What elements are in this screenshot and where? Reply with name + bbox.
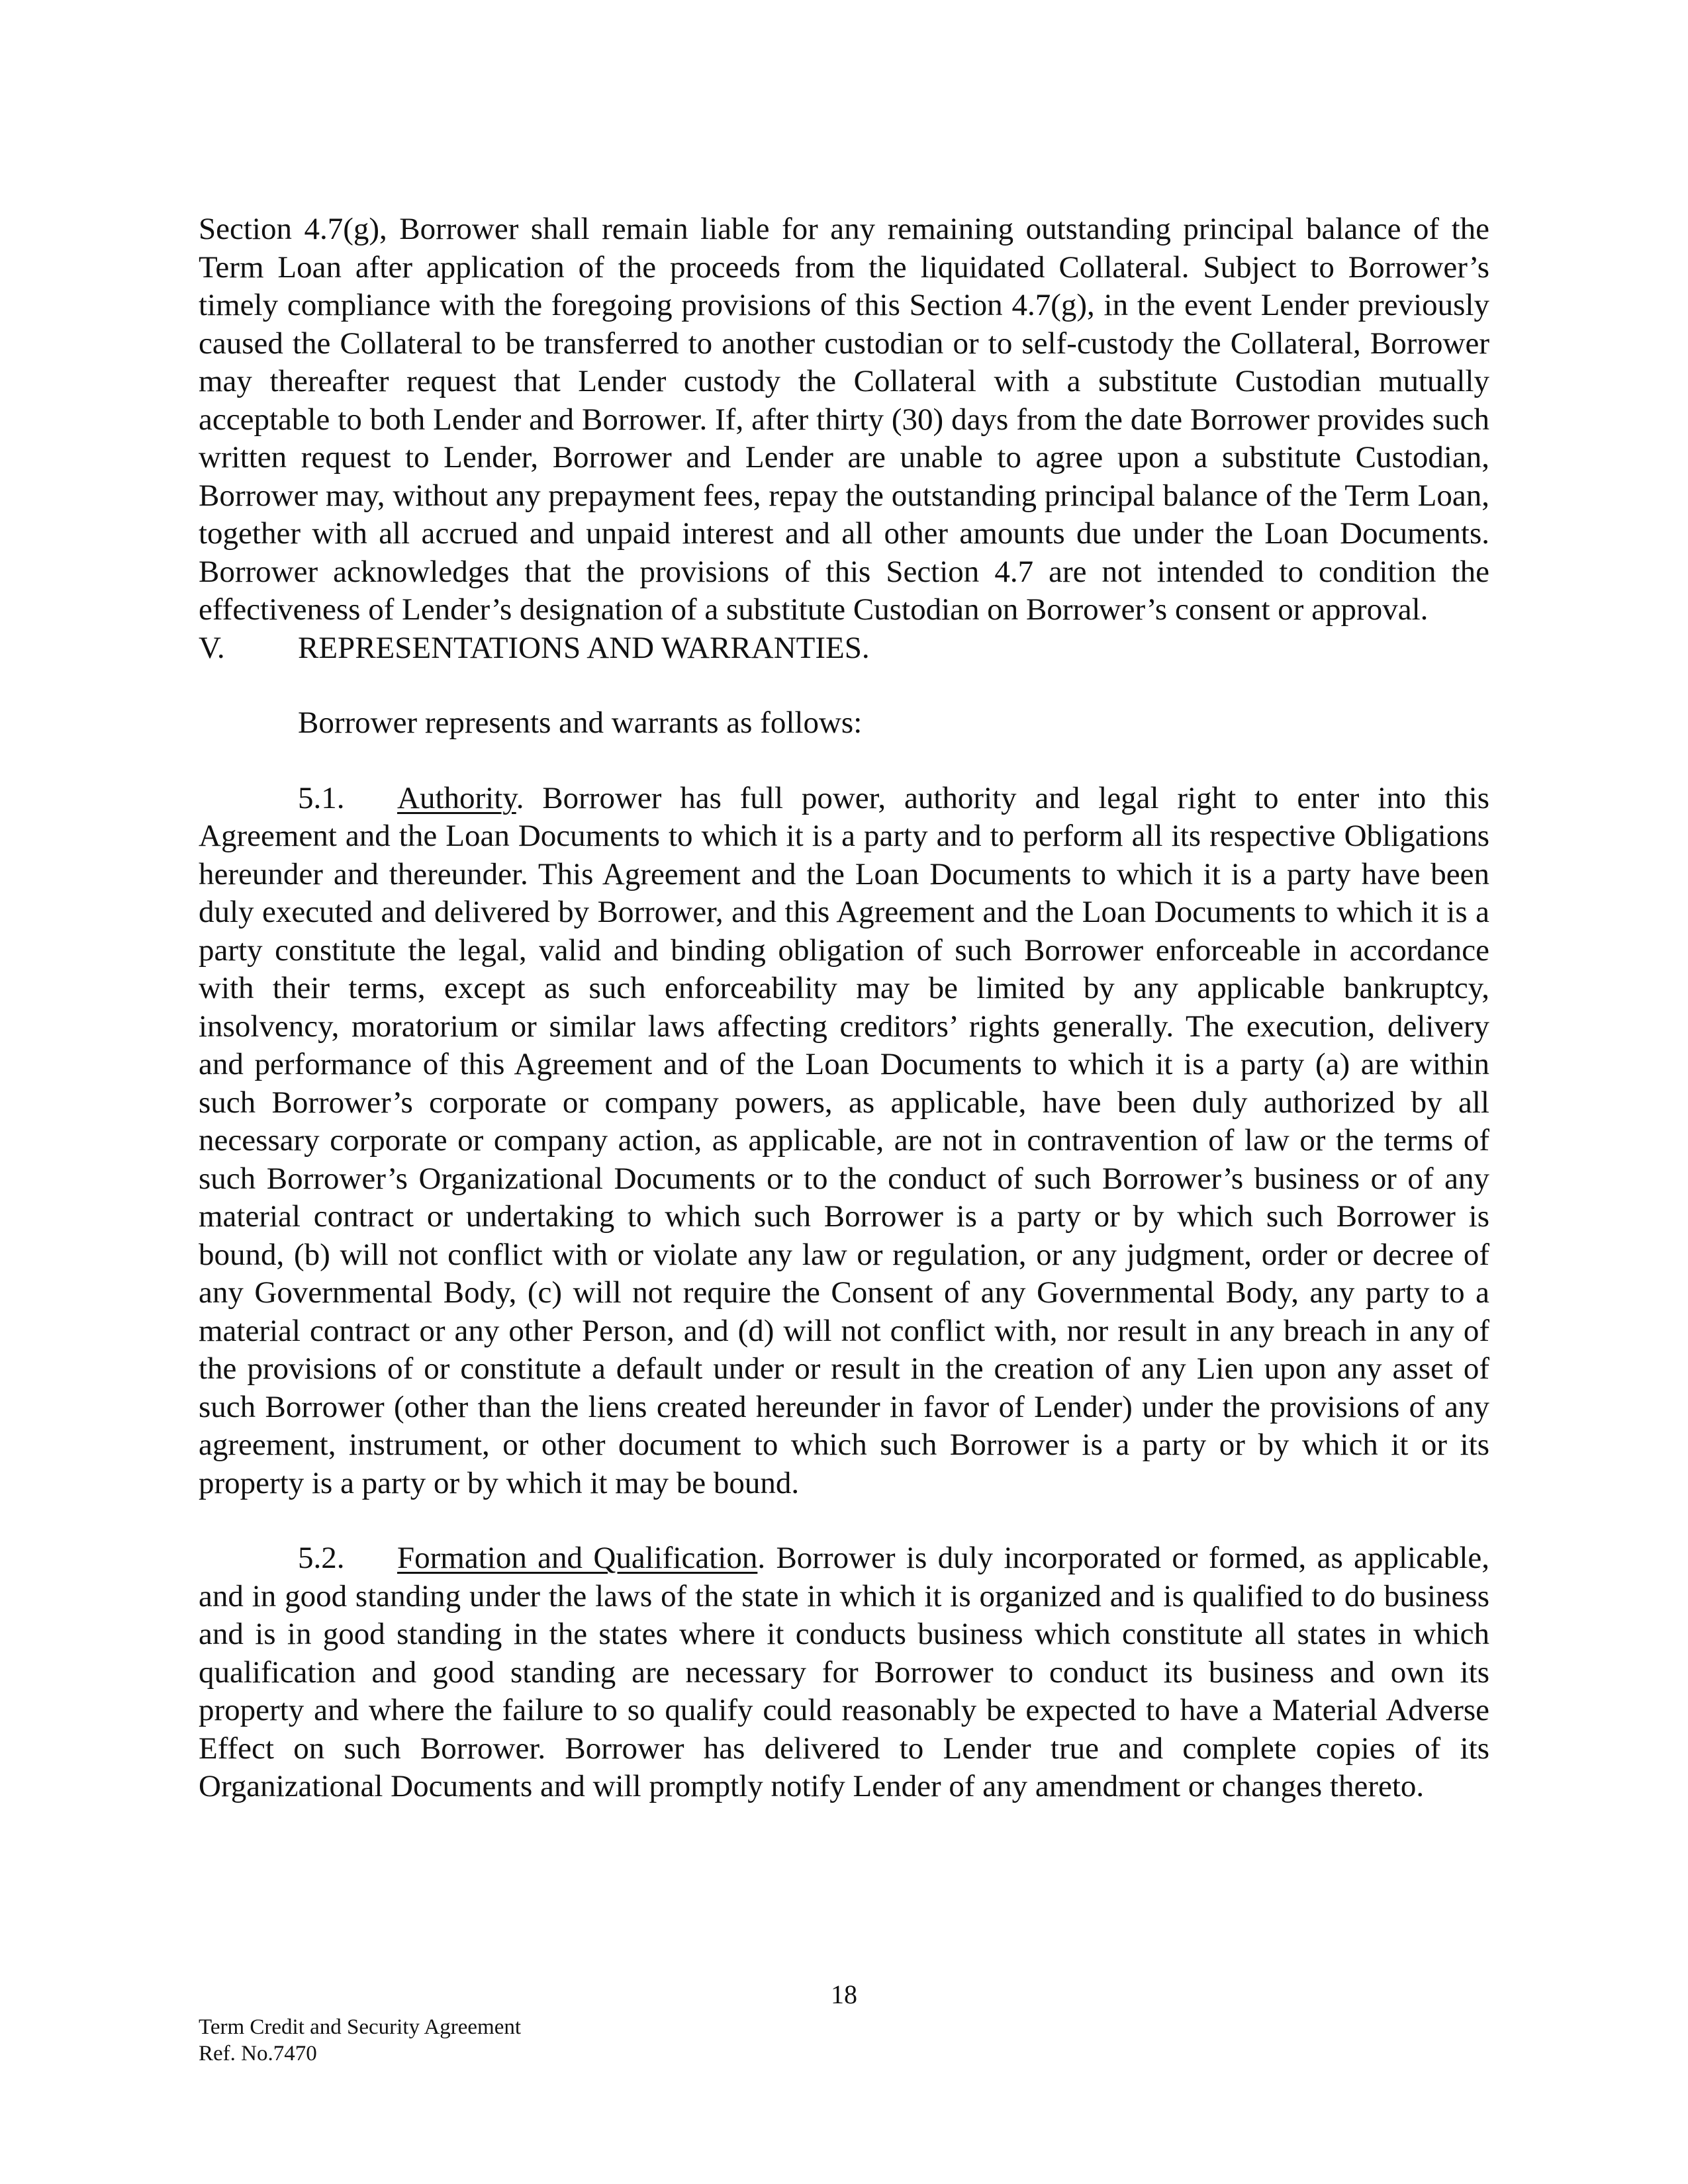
article-number: V. [199, 630, 225, 665]
document-body [199, 210, 1489, 1806]
footer [199, 2014, 521, 2067]
article-intro: Borrower represents and warrants as follows: [298, 705, 863, 740]
section-title: Formation and Qualification [397, 1541, 758, 1575]
page-number: 18 [831, 1979, 857, 2009]
footer-doc-title: Term Credit and Security Agreement [199, 2015, 522, 2039]
section-title: Authority [397, 780, 516, 815]
footer-ref: Ref. No.7470 [199, 2042, 317, 2066]
section-5-2 [199, 1539, 1489, 1806]
article-title: REPRESENTATIONS AND WARRANTIES. [298, 630, 870, 665]
section-number: 5.2. [298, 1541, 345, 1575]
section-text: . Borrower has full power, authority and legal right to enter into this Agreement and the Loan Documents to which it is a party and to perform all its respective Obligations hereunder and thereunder. This Agreement and the Loan Documents to which it is a party have been duly executed and delivered by Borrower, and this Agreement and the Loan Documents to which it is a party constitute the legal, valid and binding obligation of such Borrower enforceable in accordance with their terms, except as such enforceability may be limited by any applicable bankruptcy, insolvency, moratorium or similar laws affecting creditors’ rights generally. The execution, delivery and performance of this Agreement and of the Loan Documents to which it is a party (a) are within such Borrower’s corporate or company powers, as applicable, have been duly authorized by all necessary corporate or company action, as applicable, are not in contravention of law or the terms of such Borrower’s Organizational Documents or to the conduct of such Borrower’s business or of any material contract or undertaking to which such Borrower is a party or by which such Borrower is bound, (b) will not conflict with or violate any law or regulation, or any judgment, order or decree of any Governmental Body, (c) will not require the Consent of any Governmental Body, any party to a material contract or any other Person, and (d) will not conflict with, nor result in any breach in any of the provisions of or constitute a default under or result in the creation of any Lien upon any asset of such Borrower (other than the liens created hereunder in favor of Lender) under the provisions of any agreement, instrument, or other document to which such Borrower is a party or by which it or its property is a party or by which it may be bound. [199, 780, 1489, 1500]
section-number: 5.1. [298, 780, 345, 815]
section-text: . Borrower is duly incorporated or formed, as applicable, and in good standing under the laws of the state in which it is organized and is qualified to do business and is in good standing in the states where it conducts business which constitute all states in which qualification and good standing are necessary for Borrower to conduct its business and own its property and where the failure to so qualify could reasonably be expected to have a Material Adverse Effect on such Borrower. Borrower has delivered to Lender true and complete copies of its Organizational Documents and will promptly notify Lender of any amendment or changes thereto. [199, 1541, 1489, 1803]
article-heading [199, 629, 1489, 668]
section-5-1 [199, 780, 1489, 1503]
continuation-paragraph: Section 4.7(g), Borrower shall remain liable for any remaining outstanding principal balance of the Term Loan after application of the proceeds from the liquidated Collateral. Subject to Borrower’s timely compliance with the foregoing provisions of this Section 4.7(g), in the event Lender previously caused the Collateral to be transferred to another custodian or to self-custody the Collateral, Borrower may thereafter request that Lender custody the Collateral with a substitute Custodian mutually acceptable to both Lender and Borrower. If, after thirty (30) days from the date Borrower provides such written request to Lender, Borrower and Lender are unable to agree upon a substitute Custodian, Borrower may, without any prepayment fees, repay the outstanding principal balance of the Term Loan, together with all accrued and unpaid interest and all other amounts due under the Loan Documents. Borrower acknowledges that the provisions of this Section 4.7 are not intended to condition the effectiveness of Lender’s designation of a substitute Custodian on Borrower’s consent or approval. [199, 212, 1489, 627]
